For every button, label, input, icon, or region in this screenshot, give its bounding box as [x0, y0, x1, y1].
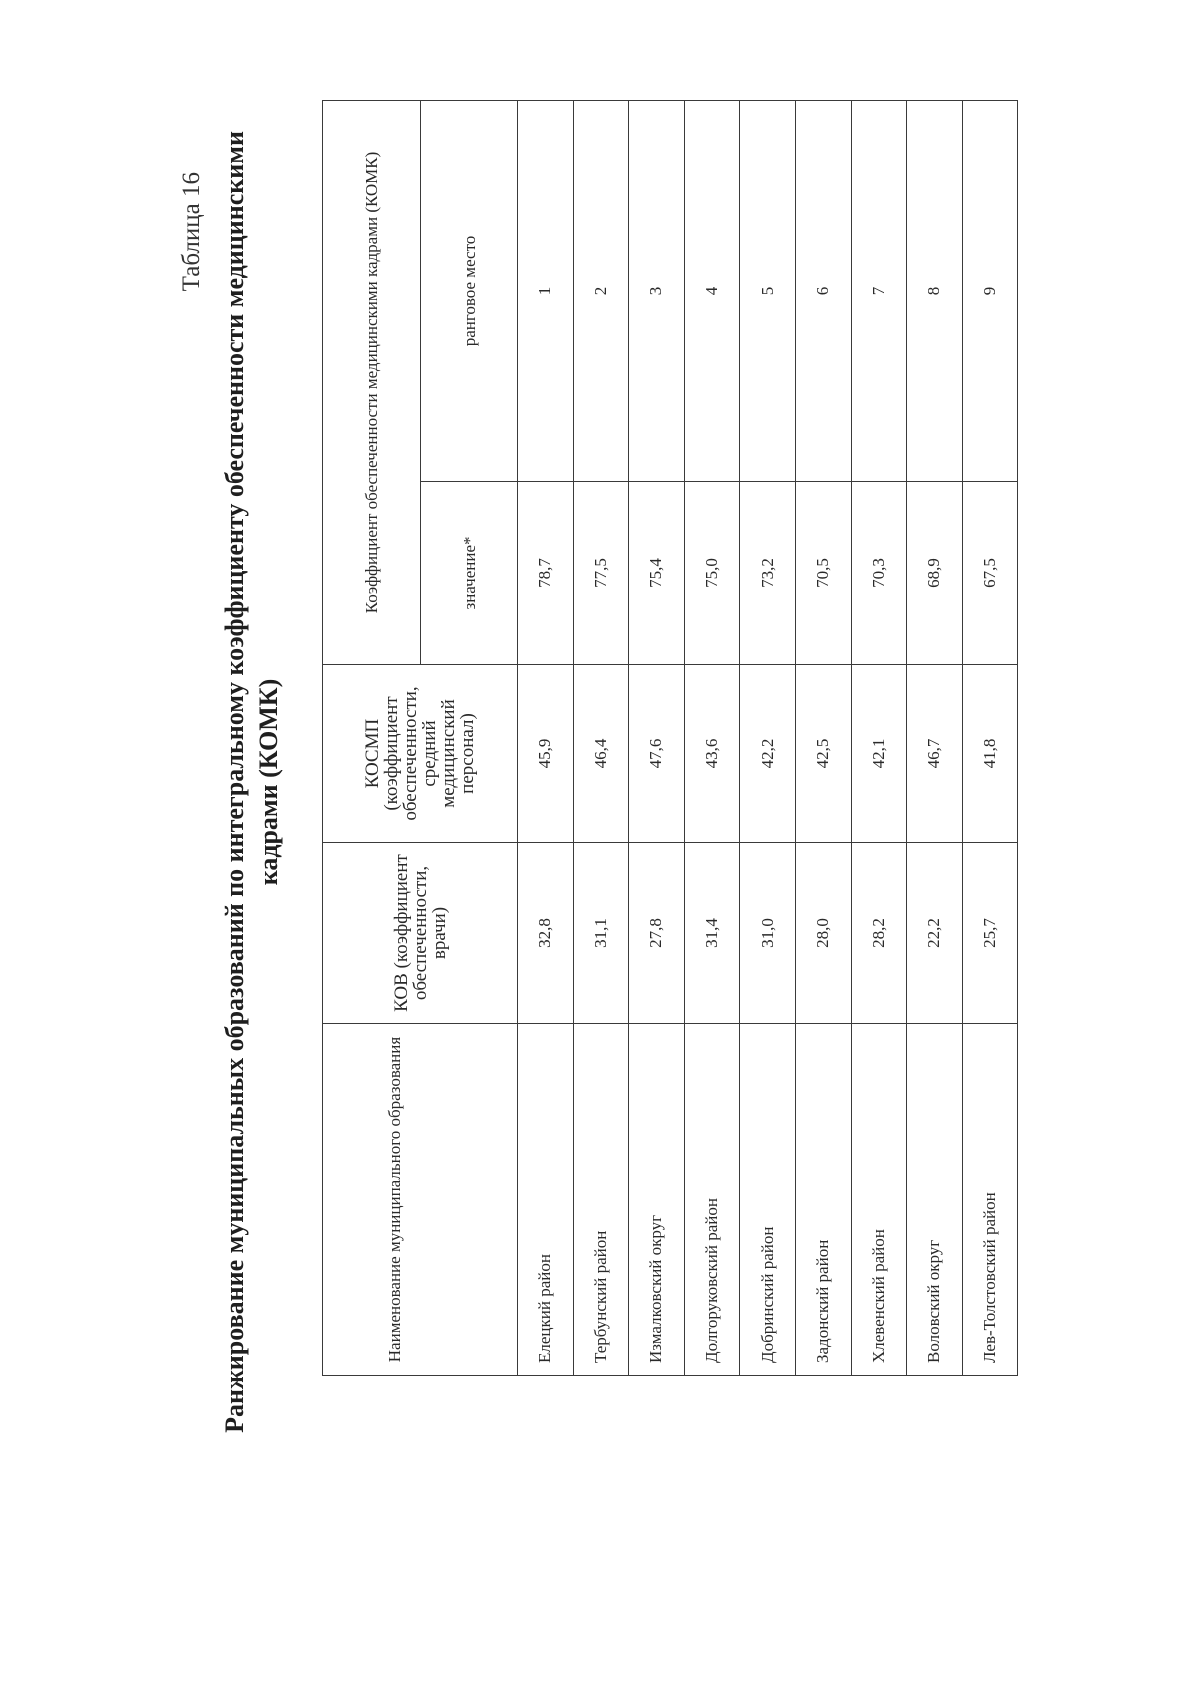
komk-rank-cell: 8	[907, 101, 963, 482]
header-komk-rank: ранговое место	[421, 101, 518, 482]
table-row	[907, 101, 963, 1376]
municipality-name-cell: Долгоруковский район	[684, 1024, 740, 1376]
kosmp-cell: 45,9	[518, 665, 574, 843]
municipality-name-cell: Добринский район	[740, 1024, 796, 1376]
kosmp-cell: 47,6	[629, 665, 685, 843]
table-row	[851, 101, 907, 1376]
kov-cell: 27,8	[629, 843, 685, 1024]
komk-rank-cell: 4	[684, 101, 740, 482]
kosmp-cell: 42,1	[851, 665, 907, 843]
kov-cell: 28,2	[851, 843, 907, 1024]
kosmp-cell: 42,2	[740, 665, 796, 843]
municipality-name-cell: Тербунский район	[573, 1024, 629, 1376]
kosmp-cell: 43,6	[684, 665, 740, 843]
komk-value-cell: 70,3	[851, 482, 907, 665]
header-komk: Коэффициент обеспеченности медицинскими кадрами (КОМК)	[323, 101, 421, 665]
table-row	[629, 101, 685, 1376]
municipality-name-cell: Лев-Толстовский район	[962, 1024, 1018, 1376]
header-kosmp: КОСМП (коэффициент обеспеченности, средний медицинский персонал)	[323, 665, 518, 843]
kosmp-cell: 46,4	[573, 665, 629, 843]
kov-cell: 25,7	[962, 843, 1018, 1024]
table-number-label: Таблица 16	[178, 172, 205, 292]
kosmp-cell: 46,7	[907, 665, 963, 843]
municipality-name-cell: Хлевенский район	[851, 1024, 907, 1376]
komk-rank-cell: 9	[962, 101, 1018, 482]
komk-value-cell: 78,7	[518, 482, 574, 665]
komk-value-cell: 70,5	[795, 482, 851, 665]
table-row	[740, 101, 796, 1376]
kov-cell: 32,8	[518, 843, 574, 1024]
kov-cell: 22,2	[907, 843, 963, 1024]
municipality-name-cell: Воловский округ	[907, 1024, 963, 1376]
kov-cell: 28,0	[795, 843, 851, 1024]
kov-cell: 31,0	[740, 843, 796, 1024]
header-municipality-name: Наименование муниципального образования	[323, 1024, 518, 1376]
komk-value-cell: 68,9	[907, 482, 963, 665]
komk-value-cell: 75,0	[684, 482, 740, 665]
header-komk-value: значение*	[421, 482, 518, 665]
municipality-name-cell: Елецкий район	[518, 1024, 574, 1376]
header-kov: КОВ (коэффициент обеспеченности, врачи)	[323, 843, 518, 1024]
komk-rank-cell: 5	[740, 101, 796, 482]
komk-value-cell: 73,2	[740, 482, 796, 665]
komk-value-cell: 75,4	[629, 482, 685, 665]
komk-rank-cell: 1	[518, 101, 574, 482]
table-header-row	[323, 101, 421, 1376]
komk-value-cell: 77,5	[573, 482, 629, 665]
komk-value-cell: 67,5	[962, 482, 1018, 665]
municipality-name-cell: Задонский район	[795, 1024, 851, 1376]
kosmp-cell: 41,8	[962, 665, 1018, 843]
table-row	[518, 101, 574, 1376]
komk-rank-cell: 2	[573, 101, 629, 482]
kov-cell: 31,4	[684, 843, 740, 1024]
komk-rank-cell: 7	[851, 101, 907, 482]
table-row	[684, 101, 740, 1376]
table-row	[573, 101, 629, 1376]
komk-rank-cell: 3	[629, 101, 685, 482]
table-row	[795, 101, 851, 1376]
document-title: Ранжирование муниципальных образований по интегральному коэффициенту обеспеченности медицинскими кадрами (КОМК)	[220, 131, 283, 1433]
kov-cell: 31,1	[573, 843, 629, 1024]
municipality-name-cell: Измалковский округ	[629, 1024, 685, 1376]
komk-rank-cell: 6	[795, 101, 851, 482]
kosmp-cell: 42,5	[795, 665, 851, 843]
ranking-table	[322, 100, 1018, 1376]
table-row	[962, 101, 1018, 1376]
